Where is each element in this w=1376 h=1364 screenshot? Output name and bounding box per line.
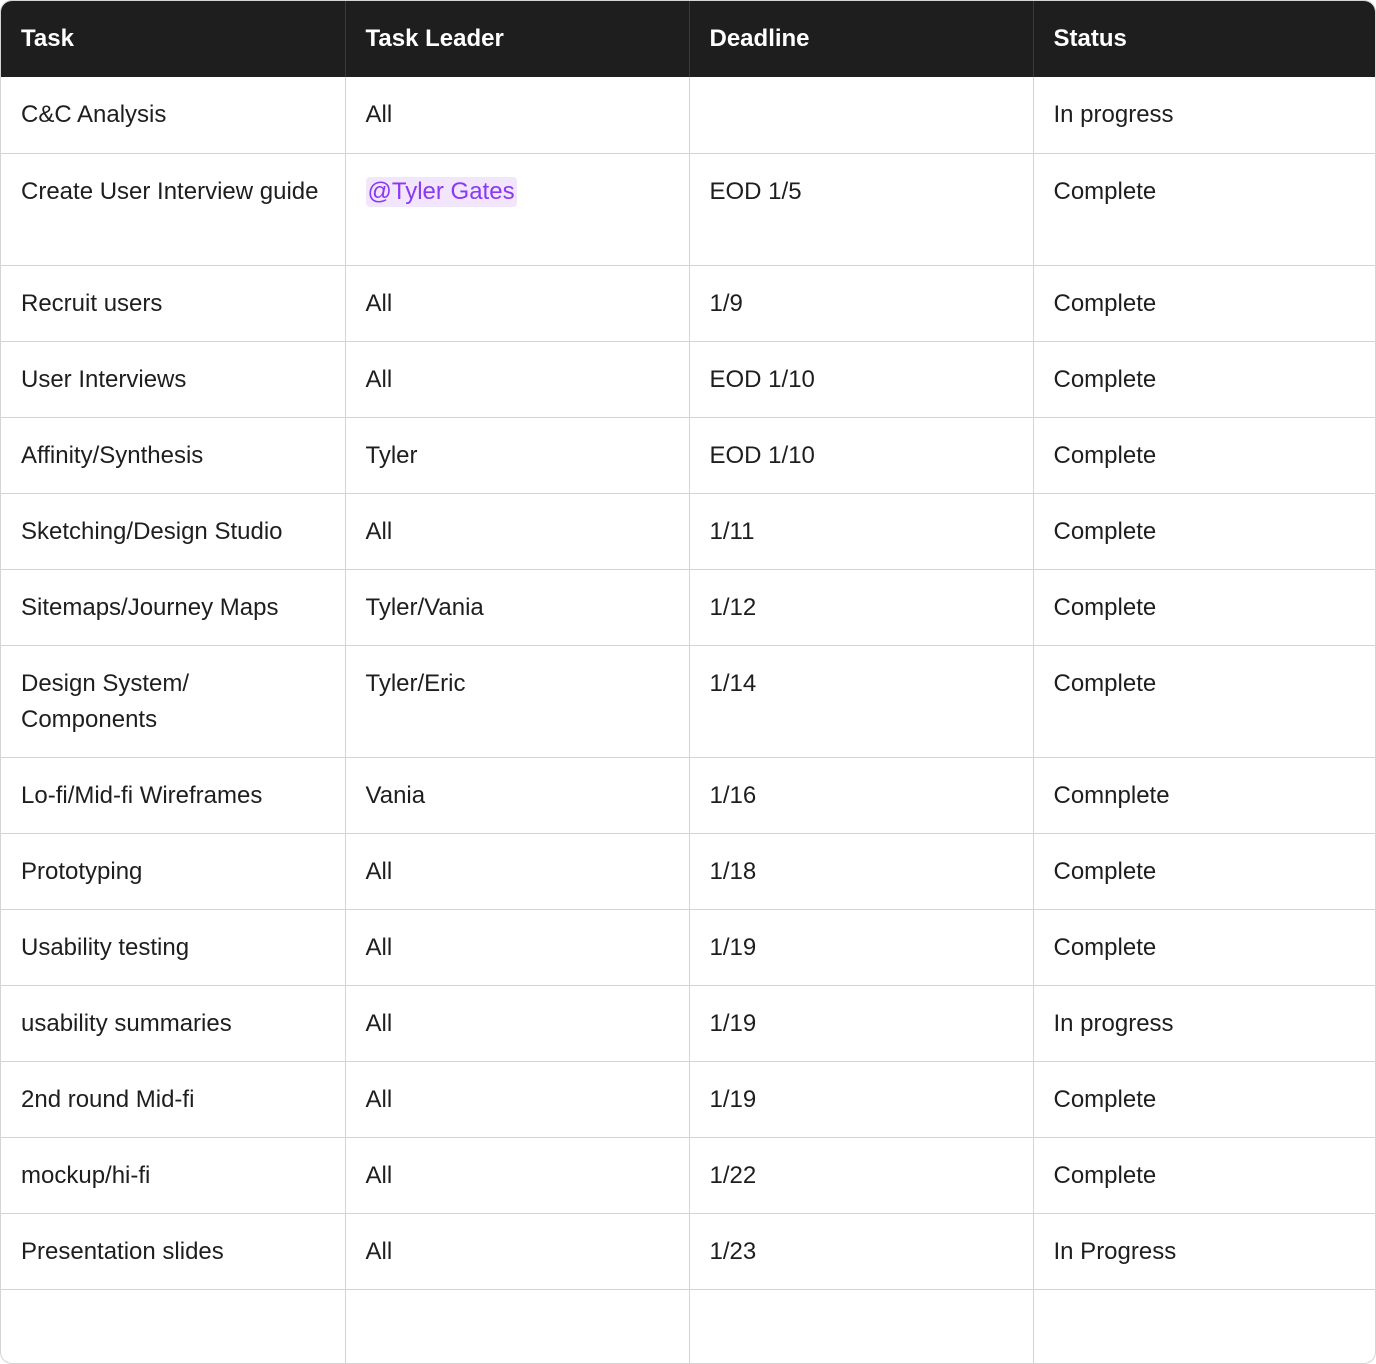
task-leader-cell[interactable]: All	[345, 493, 689, 569]
status-cell[interactable]: Complete	[1033, 909, 1375, 985]
task-leader-cell[interactable]: All	[345, 985, 689, 1061]
task-leader-cell[interactable]	[345, 1289, 689, 1364]
status-cell[interactable]: Complete	[1033, 1061, 1375, 1137]
table-row	[1, 493, 1375, 569]
task-leader-cell[interactable]: All	[345, 1061, 689, 1137]
table-row	[1, 1213, 1375, 1289]
status-cell[interactable]: Complete	[1033, 153, 1375, 265]
task-cell[interactable]: Create User Interview guide	[1, 153, 345, 265]
table-row	[1, 1137, 1375, 1213]
column-header-task[interactable]: Task	[1, 1, 345, 77]
status-cell[interactable]: Complete	[1033, 1137, 1375, 1213]
table-row-empty	[1, 1289, 1375, 1364]
task-leader-cell[interactable]	[345, 153, 689, 265]
status-cell[interactable]: In progress	[1033, 985, 1375, 1061]
header-row	[1, 1, 1375, 77]
task-leader-cell[interactable]: Tyler/Vania	[345, 569, 689, 645]
task-cell[interactable]: Sketching/Design Studio	[1, 493, 345, 569]
task-leader-cell[interactable]: All	[345, 1137, 689, 1213]
table-row	[1, 833, 1375, 909]
status-cell[interactable]: In progress	[1033, 77, 1375, 153]
deadline-cell[interactable]	[689, 77, 1033, 153]
status-cell[interactable]: In Progress	[1033, 1213, 1375, 1289]
table-row	[1, 153, 1375, 265]
table-row	[1, 77, 1375, 153]
task-leader-cell[interactable]: Tyler	[345, 417, 689, 493]
task-cell[interactable]: Recruit users	[1, 265, 345, 341]
task-leader-cell[interactable]: Tyler/Eric	[345, 645, 689, 757]
deadline-cell[interactable]: 1/23	[689, 1213, 1033, 1289]
column-header-task-leader[interactable]: Task Leader	[345, 1, 689, 77]
deadline-cell[interactable]: 1/11	[689, 493, 1033, 569]
status-cell[interactable]: Complete	[1033, 265, 1375, 341]
status-cell[interactable]: Complete	[1033, 341, 1375, 417]
deadline-cell[interactable]: 1/16	[689, 757, 1033, 833]
task-cell[interactable]: C&C Analysis	[1, 77, 345, 153]
task-cell[interactable]: usability summaries	[1, 985, 345, 1061]
table-row	[1, 985, 1375, 1061]
table-row	[1, 417, 1375, 493]
task-cell[interactable]: Design System/ Components	[1, 645, 345, 757]
deadline-cell[interactable]: 1/22	[689, 1137, 1033, 1213]
task-leader-cell[interactable]: All	[345, 341, 689, 417]
task-leader-cell[interactable]: All	[345, 265, 689, 341]
deadline-cell[interactable]: 1/9	[689, 265, 1033, 341]
task-cell[interactable]: 2nd round Mid-fi	[1, 1061, 345, 1137]
task-cell[interactable]: mockup/hi-fi	[1, 1137, 345, 1213]
column-header-deadline[interactable]: Deadline	[689, 1, 1033, 77]
deadline-cell[interactable]: 1/12	[689, 569, 1033, 645]
task-cell[interactable]: Lo-fi/Mid-fi Wireframes	[1, 757, 345, 833]
table-header	[1, 1, 1375, 77]
task-cell[interactable]: Usability testing	[1, 909, 345, 985]
task-leader-cell[interactable]: All	[345, 833, 689, 909]
task-table	[1, 1, 1375, 1364]
table-row	[1, 757, 1375, 833]
deadline-cell[interactable]: 1/19	[689, 1061, 1033, 1137]
status-cell[interactable]	[1033, 1289, 1375, 1364]
deadline-cell[interactable]: EOD 1/10	[689, 341, 1033, 417]
deadline-cell[interactable]: 1/19	[689, 985, 1033, 1061]
deadline-cell[interactable]: EOD 1/5	[689, 153, 1033, 265]
status-cell[interactable]: Complete	[1033, 417, 1375, 493]
status-cell[interactable]: Comnplete	[1033, 757, 1375, 833]
status-cell[interactable]: Complete	[1033, 833, 1375, 909]
task-cell[interactable]: Affinity/Synthesis	[1, 417, 345, 493]
table-row	[1, 1061, 1375, 1137]
task-leader-cell[interactable]: All	[345, 909, 689, 985]
deadline-cell[interactable]: 1/14	[689, 645, 1033, 757]
task-leader-cell[interactable]: All	[345, 1213, 689, 1289]
deadline-cell[interactable]: 1/18	[689, 833, 1033, 909]
table-row	[1, 645, 1375, 757]
deadline-cell[interactable]	[689, 1289, 1033, 1364]
task-cell[interactable]: Presentation slides	[1, 1213, 345, 1289]
status-cell[interactable]: Complete	[1033, 493, 1375, 569]
status-cell[interactable]: Complete	[1033, 645, 1375, 757]
user-mention[interactable]: @Tyler Gates	[367, 177, 515, 205]
table-row	[1, 265, 1375, 341]
task-leader-cell[interactable]: All	[345, 77, 689, 153]
task-leader-cell[interactable]: Vania	[345, 757, 689, 833]
status-cell[interactable]: Complete	[1033, 569, 1375, 645]
task-cell[interactable]: Prototyping	[1, 833, 345, 909]
task-cell[interactable]	[1, 1289, 345, 1364]
task-cell[interactable]: Sitemaps/Journey Maps	[1, 569, 345, 645]
table-row	[1, 569, 1375, 645]
deadline-cell[interactable]: EOD 1/10	[689, 417, 1033, 493]
task-cell[interactable]: User Interviews	[1, 341, 345, 417]
table-row	[1, 909, 1375, 985]
table-row	[1, 341, 1375, 417]
deadline-cell[interactable]: 1/19	[689, 909, 1033, 985]
table-body	[1, 77, 1375, 1364]
column-header-status[interactable]: Status	[1053, 25, 1127, 52]
